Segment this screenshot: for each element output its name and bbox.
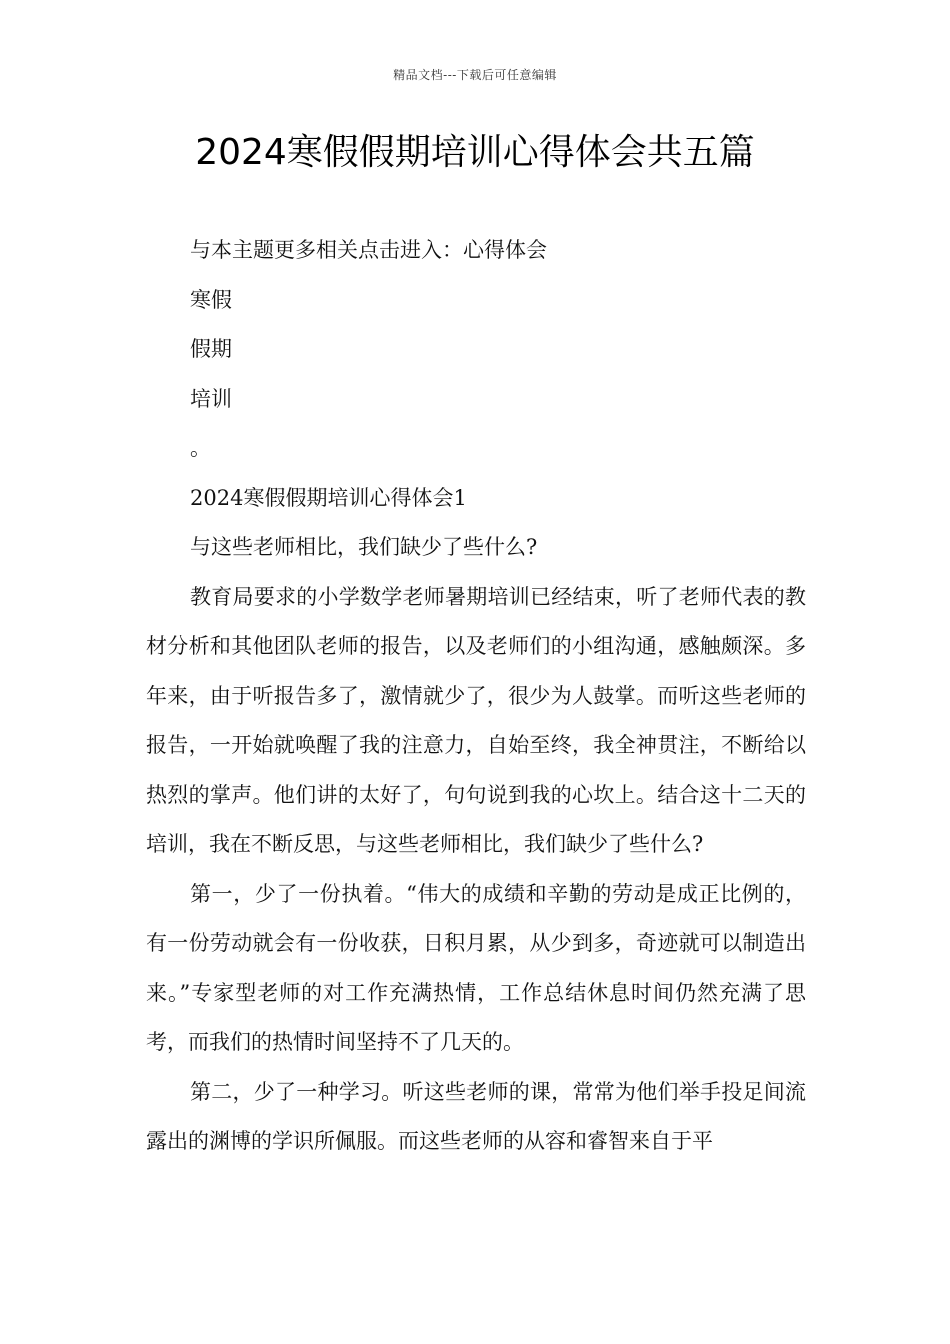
tag-holiday[interactable]: 假期: [190, 337, 232, 361]
body-paragraph: 第二，少了一种学习。听这些老师的课，常常为他们举手投足间流露出的渊博的学识所佩服。而这些老师的从容和睿智来自于平: [146, 1079, 806, 1153]
topic-line: [146, 226, 806, 276]
document-body: [146, 226, 806, 1167]
section-heading: 2024寒假假期培训心得体会1: [190, 485, 467, 510]
tag-winter-break[interactable]: 寒假: [190, 287, 232, 312]
page-header: 精品文档---下载后可任意编辑: [393, 68, 557, 82]
topic-prefix: 与本主题更多相关点击进入：: [190, 238, 463, 262]
tag-end-mark: 。: [190, 436, 211, 460]
body-paragraph: 第一，少了一份执着。“伟大的成绩和辛勤的劳动是成正比例的，有一份劳动就会有一份收获，日积月累，从少到多，奇迹就可以制造出来。”专家型老师的对工作充满热情，工作总结休息时间仍然充满了思考，而我们的热情时间坚持不了几天的。: [146, 881, 806, 1054]
topic-link[interactable]: 心得体会: [463, 238, 547, 262]
document-title: 2024寒假假期培训心得体会共五篇: [195, 132, 755, 173]
body-paragraph: 教育局要求的小学数学老师暑期培训已经结束，听了老师代表的教材分析和其他团队老师的报告，以及老师们的小组沟通，感触颇深。多年来，由于听报告多了，激情就少了，很少为人鼓掌。而听这些老师的报告，一开始就唤醒了我的注意力，自始至终，我全神贯注，不断给以热烈的掌声。他们讲的太好了，句句说到我的心坎上。结合这十二天的培训，我在不断反思，与这些老师相比，我们缺少了些什么?: [146, 584, 806, 856]
section-subtitle: 与这些老师相比，我们缺少了些什么?: [190, 535, 538, 559]
tag-training[interactable]: 培训: [190, 386, 232, 411]
